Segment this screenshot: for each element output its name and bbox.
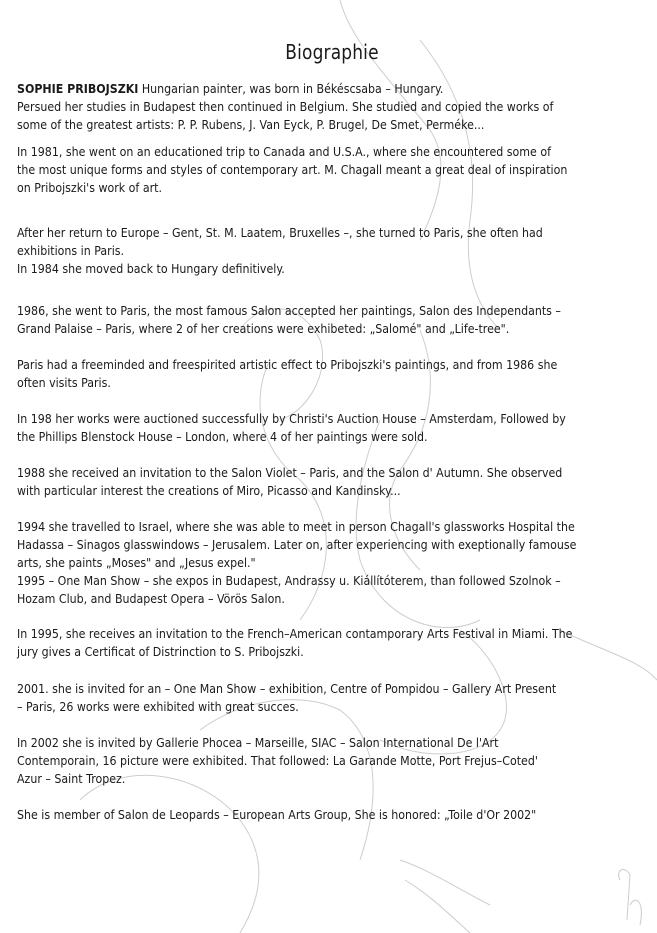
paragraph-1988-salon-violet — [17, 464, 643, 500]
text-line: exhibitions in Paris. — [17, 243, 125, 258]
text-line: – Paris, 26 works were exhibited with great succes. — [17, 699, 299, 714]
text-line: arts, she paints „Moses" and „Jesus expel." — [17, 555, 256, 570]
text-line: Persued her studies in Budapest then continued in Belgium. She studied and copied the works of — [17, 99, 554, 114]
text-line: the Phillips Blenstock House – London, where 4 of her paintings were sold. — [17, 429, 428, 444]
paragraph-return-europe — [17, 224, 643, 278]
text-line: often visits Paris. — [17, 375, 111, 390]
paragraph-1986-salon — [17, 302, 643, 338]
text-line: SOPHIE PRIBOJSZKI Hungarian painter, was born in Békéscsaba – Hungary. — [17, 81, 444, 96]
text-line: the most unique forms and styles of contemporary art. M. Chagall meant a great deal of inspiration — [17, 162, 568, 177]
text-line: Hadassa – Sinagos glasswindows – Jerusalem. Later on, after experiencing with exeptionally famouse — [17, 537, 577, 552]
page-title: Biographie — [285, 40, 379, 64]
text-line: 1988 she received an invitation to the Salon Violet – Paris, and the Salon d' Autumn. She observed — [17, 465, 563, 480]
text-line: Hozam Club, and Budapest Opera – Vörös Salon. — [17, 591, 285, 606]
sketch-stroke — [405, 880, 470, 933]
text-line: After her return to Europe – Gent, St. M. Laatem, Bruxelles –, she turned to Paris, she often had — [17, 225, 543, 240]
text-line: She is member of Salon de Leopards – European Arts Group, She is honored: „Toile d'Or 2002" — [17, 807, 537, 822]
text-line: 1986, she went to Paris, the most famous Salon accepted her paintings, Salon des Independants – — [17, 303, 561, 318]
paragraph-1981-trip — [17, 143, 643, 197]
text-line: Contemporain, 16 picture were exhibited. That followed: La Garande Motte, Port Frejus–Coted' — [17, 753, 538, 768]
text-line: jury gives a Certificat of Distrinction to S. Pribojszki. — [17, 644, 304, 659]
artist-name: SOPHIE PRIBOJSZKI — [17, 81, 139, 96]
text-line: Paris had a freeminded and freespirited artistic effect to Pribojszki's paintings, and from 1986 she — [17, 357, 558, 372]
paragraph-1994-israel — [17, 518, 643, 608]
text-line: with particular interest the creations of Miro, Picasso and Kandinsky... — [17, 483, 401, 498]
text-line: some of the greatest artists: P. P. Rubens, J. Van Eyck, P. Brugel, De Smet, Perméke... — [17, 117, 485, 132]
paragraph-membership — [17, 806, 643, 824]
paragraph-2001-pompidou — [17, 680, 643, 716]
text-line: 1994 she travelled to Israel, where she was able to meet in person Chagall's glassworks Hospital the — [17, 519, 575, 534]
text-line: Grand Palaise – Paris, where 2 of her creations were exhibeted: „Salomé" and „Life-tree". — [17, 321, 510, 336]
text-line: In 1995, she receives an invitation to the French–American contamporary Arts Festival in Miami. The — [17, 626, 573, 641]
paragraph-paris-effect — [17, 356, 643, 392]
text-line: 2001. she is invited for an – One Man Show – exhibition, Centre of Pompidou – Gallery Art Present — [17, 681, 557, 696]
sketch-stroke — [80, 775, 259, 933]
text-line: Azur – Saint Tropez. — [17, 771, 126, 786]
sketch-stroke — [400, 860, 490, 905]
paragraph-auctions — [17, 410, 643, 446]
paragraph-1995-miami — [17, 625, 643, 661]
text-line: In 2002 she is invited by Gallerie Phocea – Marseille, SIAC – Salon International De l'Art — [17, 735, 499, 750]
text-line: In 1981, she went on an educationed trip to Canada and U.S.A., where she encountered some of — [17, 144, 551, 159]
intro-paragraph — [17, 80, 643, 134]
text-line: In 198 her works were auctioned successfully by Christi's Auction House – Amsterdam, Followed by — [17, 411, 566, 426]
text-line: on Pribojszki's work of art. — [17, 180, 162, 195]
paragraph-2002-marseille — [17, 734, 643, 788]
text-line: In 1984 she moved back to Hungary definitively. — [17, 261, 285, 276]
sketch-signature — [619, 870, 642, 925]
text-line: 1995 – One Man Show – she expos in Budapest, Andrassy u. Kiállítóterem, than followed Szolnok – — [17, 573, 561, 588]
